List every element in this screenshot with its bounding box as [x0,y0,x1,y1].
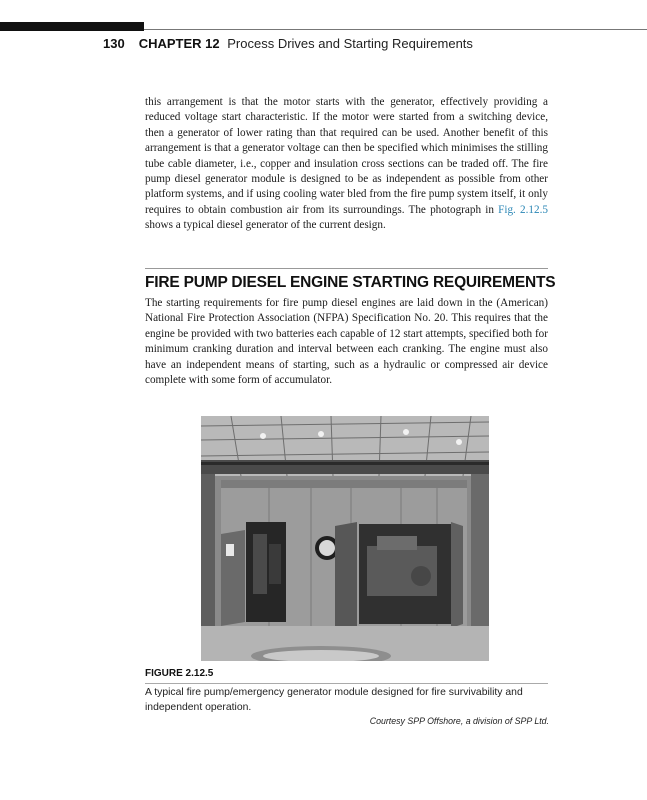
paragraph-1-text-start: this arrangement is that the motor starts with the generator, effectively providing a reduced voltage start characteristic. If the motor were started from a switching device, then a generator of lower rating than that required can be used. Another benefit of this arrangement is that a generator voltage can then be specified which minimises the stilling tube cable diameter, i.e., copper and insulation cross sections can be traded off. The fire pump diesel generator module is designed to be as independent as possible from other platform systems, and if using cooling water bled from the fire pump system itself, it only requires to obtain combustion air from its surroundings. The photograph in [145,96,548,216]
page-number: 130 [103,36,125,51]
figure-caption: A typical fire pump/emergency generator module designed for fire survivability and independent operation. [145,687,523,713]
section-rule [145,268,548,269]
paragraph-1-text-end: shows a typical diesel generator of the current design. [145,219,386,232]
body-paragraph-2: The starting requirements for fire pump diesel engines are laid down in the (American) National Fire Protection Association (NFPA) Specification No. 20. This requires that the engine be provided with two batteries each capable of 12 start attempts, specified both for minimum cranking duration and interval between each cranking. The engine must also have an independent means of starting, such as a hydraulic or compressed air device complete with some form of accumulator. [145,297,548,387]
chapter-label: CHAPTER 12 [138,36,220,51]
figure-label: FIGURE 2.12.5 [145,668,214,679]
section-heading: FIRE PUMP DIESEL ENGINE STARTING REQUIREMENTS [145,274,556,291]
photo-image [201,416,489,661]
figure-rule [145,683,548,684]
running-header [103,35,473,53]
chapter-title: Process Drives and Starting Requirements [227,36,473,51]
figure-reference-link[interactable]: Fig. 2.12.5 [498,203,548,216]
figure-credit: Courtesy SPP Offshore, a division of SPP Ltd. [369,716,549,726]
body-paragraph-1 [145,95,548,234]
generator-module-photo [201,416,489,661]
header-bar [0,22,144,31]
header-rule [144,29,647,30]
